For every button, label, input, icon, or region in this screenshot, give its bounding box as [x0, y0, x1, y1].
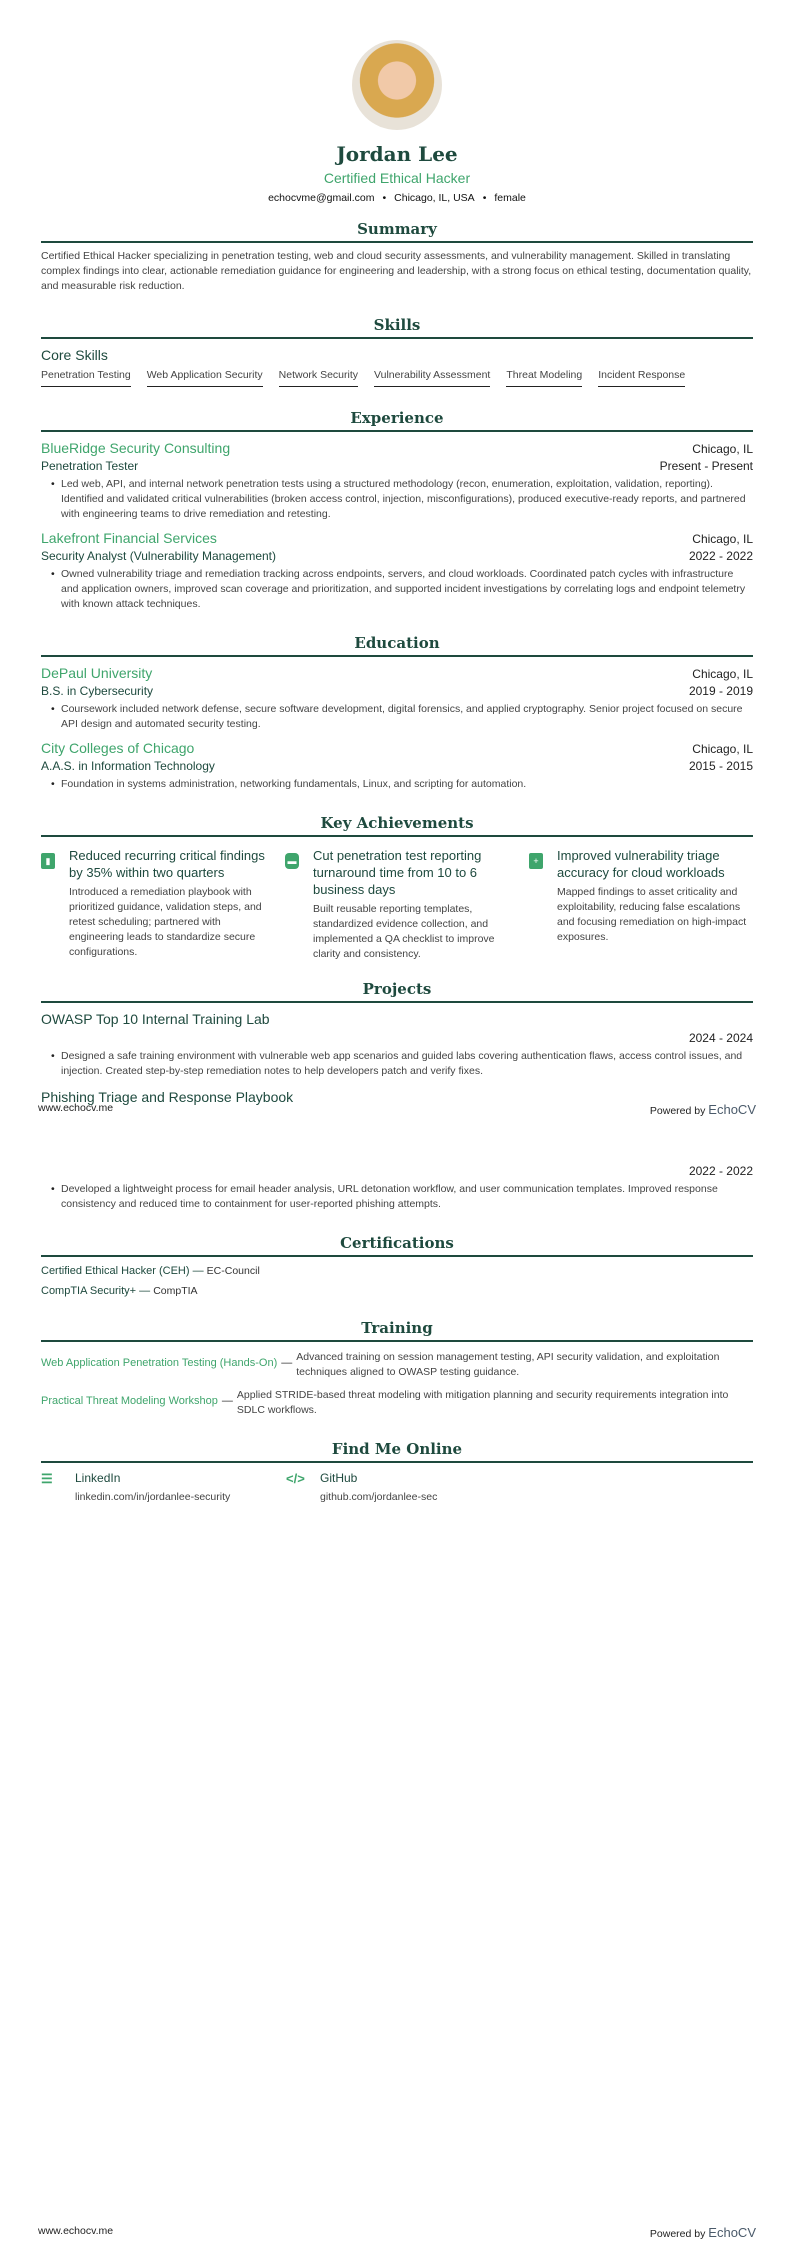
separator: • [482, 192, 487, 204]
online-url[interactable]: linkedin.com/in/jordanlee-security [75, 1491, 231, 1503]
experience-heading: Experience [41, 409, 753, 432]
dash: — [139, 1285, 151, 1297]
database-icon: ☰ [41, 1471, 53, 1486]
summary-heading: Summary [41, 220, 753, 243]
achievement-desc: Mapped findings to asset criticality and exploitability, reducing false escalations and focusing remediation on high-impact exposures. [557, 886, 747, 943]
experience-entry [41, 522, 753, 612]
education-bullet: • Coursework included network defense, secure software development, digital forensics, and applied cryptography. Senior project focused on secure API design and automated security testing. [51, 702, 753, 732]
achievement-title: Improved vulnerability triage accuracy for cloud workloads [557, 848, 725, 880]
education-entry [41, 657, 753, 732]
project-entry-continued [41, 1164, 753, 1212]
skills-group-title: Core Skills [41, 347, 108, 363]
skill-tag: Threat Modeling [506, 369, 582, 387]
footer-site-link[interactable]: www.echocv.me [38, 1102, 114, 1114]
training-name: Practical Threat Modeling Workshop [41, 1395, 218, 1407]
cert-name: Certified Ethical Hacker (CEH) [41, 1265, 190, 1277]
online-label: LinkedIn [75, 1471, 121, 1485]
gender: female [494, 192, 526, 204]
page-footer [38, 1102, 756, 1117]
job-role: Security Analyst (Vulnerability Management) [41, 549, 276, 563]
skills-list [41, 369, 753, 387]
training-name: Web Application Penetration Testing (Hands-On) [41, 1357, 278, 1369]
education-dates: 2015 - 2015 [688, 759, 753, 773]
cert-issuer: EC-Council [206, 1265, 260, 1277]
school-location: Chicago, IL [692, 742, 753, 756]
project-dates: 2022 - 2022 [688, 1164, 753, 1178]
job-role: Penetration Tester [41, 459, 139, 473]
cert-issuer: CompTIA [153, 1285, 198, 1297]
achievement-title: Reduced recurring critical findings by 35% within two quarters [69, 848, 265, 880]
education-dates: 2019 - 2019 [688, 684, 753, 698]
job-location: Chicago, IL [692, 442, 753, 456]
chart-icon: ▮ [41, 853, 55, 869]
skills-heading: Skills [41, 316, 753, 339]
code-icon: </> [286, 1471, 305, 1486]
projects-heading: Projects [41, 980, 753, 1003]
training-desc: Advanced training on session management testing, API security validation, and exploitation techniques aligned to OWASP testing guidance. [296, 1351, 720, 1378]
dash: — [281, 1357, 293, 1369]
footer-site-link[interactable]: www.echocv.me [38, 2225, 114, 2237]
school-name: DePaul University [41, 665, 153, 681]
powered-by-label: Powered by [649, 1105, 706, 1117]
powered-by-label: Powered by [649, 2228, 706, 2240]
online-item-github[interactable] [286, 1471, 531, 1503]
online-label: GitHub [320, 1471, 358, 1485]
online-item-linkedin[interactable] [41, 1471, 286, 1503]
brand-name: EchoCV [708, 1102, 756, 1117]
company-name: BlueRidge Security Consulting [41, 440, 231, 456]
project-dates: 2024 - 2024 [688, 1031, 753, 1045]
page-footer [38, 2225, 756, 2240]
certifications-heading: Certifications [41, 1234, 753, 1257]
dash: — [221, 1395, 233, 1407]
powered-by[interactable] [650, 1102, 756, 1117]
training-item [41, 1350, 753, 1380]
education-heading: Education [41, 634, 753, 657]
dash: — [192, 1265, 204, 1277]
achievements-list [41, 847, 753, 962]
email[interactable]: echocvme@gmail.com [268, 192, 375, 204]
profile-photo [352, 40, 442, 130]
skill-tag: Web Application Security [147, 369, 263, 387]
achievements-heading: Key Achievements [41, 814, 753, 837]
resume-header [41, 0, 753, 204]
skill-tag: Penetration Testing [41, 369, 131, 387]
job-bullet: • Owned vulnerability triage and remediation tracking across endpoints, servers, and cloud workloads. Coordinated patch cycles with infrastructure and application owners, improved scan coverage and prioritization, and supported incident investigations by correlating logs and endpoint telemetry with known attack techniques. [51, 567, 753, 612]
cert-name: CompTIA Security+ [41, 1285, 137, 1297]
education-entry [41, 732, 753, 792]
certification-item [41, 1285, 753, 1297]
separator: • [382, 192, 387, 204]
job-location: Chicago, IL [692, 532, 753, 546]
project-name: OWASP Top 10 Internal Training Lab [41, 1011, 270, 1027]
job-bullet: • Led web, API, and internal network penetration tests using a structured methodology (recon, enumeration, exploitation, validation, reporting). Identified and validated critical vulnerabilities (broken access control, injection, misconfigurations), produced executive-ready reports, and partnered with engineering teams to drive remediation and retesting. [51, 477, 753, 522]
skill-tag: Vulnerability Assessment [374, 369, 490, 387]
brand-name: EchoCV [708, 2225, 756, 2240]
file-plus-icon: + [529, 853, 543, 869]
experience-entry [41, 432, 753, 522]
job-dates: 2022 - 2022 [688, 549, 753, 563]
project-name: Phishing Triage and Response Playbook [41, 1089, 294, 1105]
degree: A.A.S. in Information Technology [41, 759, 215, 773]
contact-line [41, 192, 753, 204]
certification-item [41, 1265, 753, 1277]
online-list [41, 1471, 753, 1503]
location: Chicago, IL, USA [394, 192, 475, 204]
page-2 [0, 1123, 794, 2246]
candidate-name: Jordan Lee [336, 142, 458, 166]
briefcase-icon: ▬ [285, 853, 299, 869]
skill-tag: Incident Response [598, 369, 685, 387]
candidate-title: Certified Ethical Hacker [323, 170, 471, 186]
project-entry [41, 1011, 753, 1079]
school-location: Chicago, IL [692, 667, 753, 681]
job-dates: Present - Present [659, 459, 753, 473]
skill-tag: Network Security [279, 369, 358, 387]
school-name: City Colleges of Chicago [41, 740, 195, 756]
achievement-title: Cut penetration test reporting turnaround time from 10 to 6 business days [313, 848, 482, 897]
achievement-desc: Introduced a remediation playbook with prioritized guidance, validation steps, and retest scheduling; partnered with engineering leads to standardize secure configurations. [69, 886, 262, 958]
online-heading: Find Me Online [41, 1440, 753, 1463]
degree: B.S. in Cybersecurity [41, 684, 154, 698]
online-url[interactable]: github.com/jordanlee-sec [320, 1491, 438, 1503]
company-name: Lakefront Financial Services [41, 530, 217, 546]
achievement-desc: Built reusable reporting templates, standardized evidence collection, and implemented a QA checklist to improve clarity and consistency. [313, 903, 495, 960]
project-bullet: • Designed a safe training environment with vulnerable web app scenarios and guided labs covering authentication flaws, access control issues, and injection. Created step-by-step remediation notes to help developers patch and verify fixes. [51, 1049, 753, 1079]
project-bullet: • Developed a lightweight process for email header analysis, URL detonation workflow, and user communication templates. Improved response consistency and reduced time to containment for user-reported phishing attempts. [51, 1182, 753, 1212]
summary-text: Certified Ethical Hacker specializing in penetration testing, web and cloud security assessments, and vulnerability management. Skilled in translating complex findings into clear, actionable remediation guidance for engineering and leadership, with a strong focus on ethical testing, documentation quality, and measurable risk reduction. [41, 250, 752, 292]
training-heading: Training [41, 1319, 753, 1342]
training-desc: Applied STRIDE-based threat modeling with mitigation planning and security requirements integration into SDLC workflows. [236, 1389, 729, 1416]
training-item [41, 1388, 753, 1418]
achievement-item [41, 847, 265, 962]
achievement-item [285, 847, 509, 962]
education-bullet: • Foundation in systems administration, networking fundamentals, Linux, and scripting for automation. [51, 777, 753, 792]
achievement-item [529, 847, 753, 962]
powered-by[interactable] [650, 2225, 756, 2240]
